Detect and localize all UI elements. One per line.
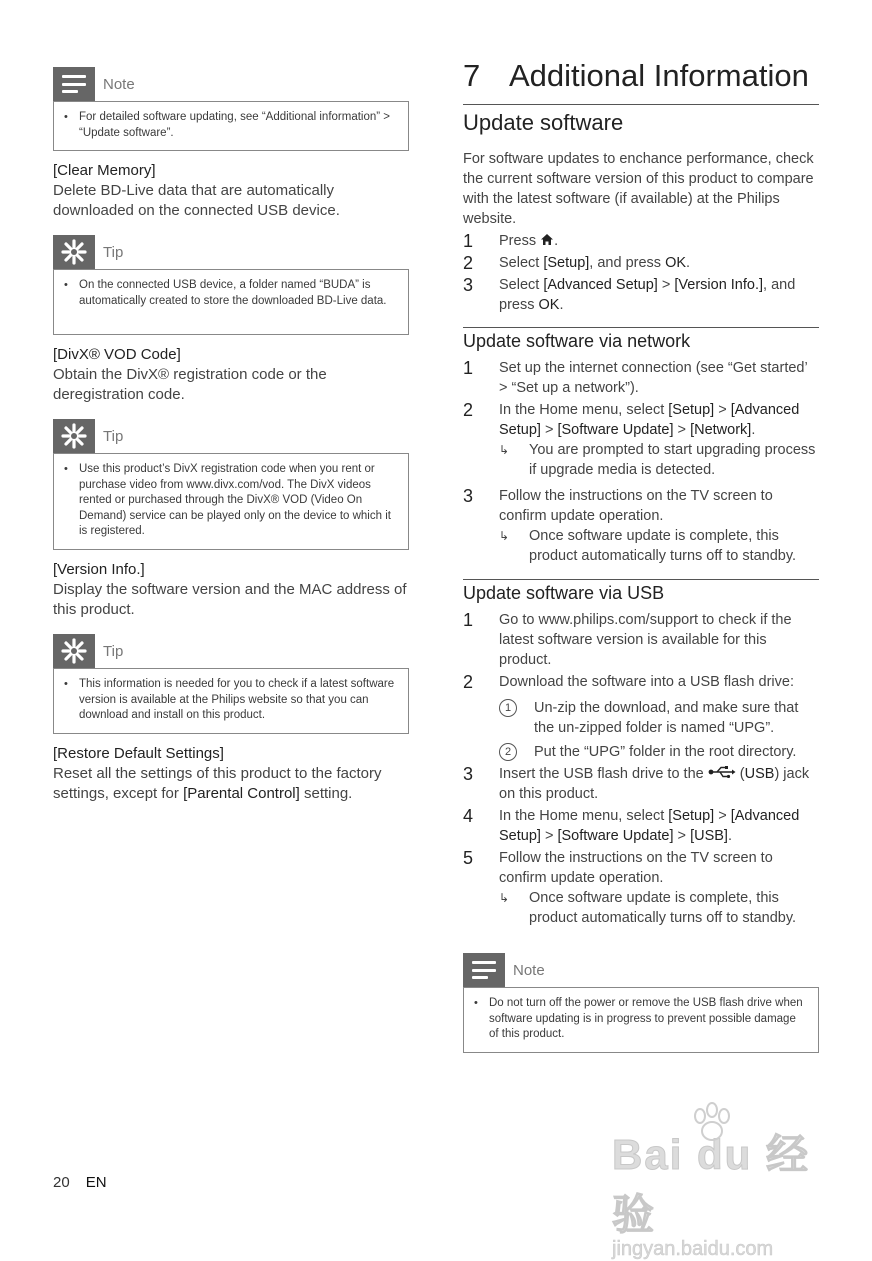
setting-version-info — [53, 560, 409, 620]
tip-label: Tip — [103, 427, 124, 445]
chapter-number: 7 — [463, 58, 481, 93]
tip-callout — [53, 634, 409, 734]
result-text: Once software update is complete, this product automatically turns off to standby. — [529, 528, 797, 564]
step-text: Follow the instructions on the TV screen to confirm update operation. — [499, 850, 773, 886]
step-number: 3 — [463, 486, 474, 506]
tip-text: On the connected USB device, a folder named “BUDA” is automatically created to store the downloaded BD-Live data. — [79, 279, 387, 307]
step-item: 1 Press . — [463, 231, 559, 251]
note-label: Note — [103, 75, 135, 93]
tip-callout — [53, 235, 409, 335]
setting-desc: Reset all the settings of this product to the factory settings, except for [Parental Control] setting. — [53, 765, 382, 802]
setting-title: [Clear Memory] — [53, 162, 156, 179]
step-number: 1 — [463, 231, 474, 251]
watermark-url: jingyan.baidu.com — [612, 1238, 774, 1260]
menu-keyword: [Version Info.] — [674, 277, 764, 293]
setting-desc: Display the software version and the MAC address of this product. — [53, 581, 407, 618]
divider — [463, 104, 819, 105]
result-item — [499, 526, 819, 566]
setting-desc: Delete BD-Live data that are automatically downloaded on the connected USB device. — [53, 182, 340, 219]
note-icon — [463, 953, 505, 987]
tip-box: • This information is needed for you to check if a latest software version is available at the Philips website so that you can download and install on this product. — [53, 668, 409, 734]
tip-icon — [53, 419, 95, 453]
step-number: 3 — [463, 764, 474, 784]
note-label: Note — [513, 961, 545, 979]
section-heading-update-software: Update software — [463, 110, 624, 135]
result-text: You are prompted to start upgrading process if upgrade media is detected. — [529, 442, 816, 478]
divider — [463, 579, 819, 580]
step-item: 2 In the Home menu, select [Setup] > [Advanced Setup] > [Software Update] > [Network]. — [463, 400, 800, 438]
menu-keyword: [Advanced Setup] — [543, 277, 658, 293]
tip-label: Tip — [103, 642, 124, 660]
sub-step-text: Un-zip the download, and make sure that the un-zipped folder is named “UPG”. — [534, 700, 799, 736]
step-item — [463, 672, 819, 692]
tip-label: Tip — [103, 243, 124, 261]
page-footer — [53, 1174, 107, 1191]
tip-box: • On the connected USB device, a folder named “BUDA” is automatically created to store the downloaded BD-Live data. — [53, 269, 409, 335]
chapter-title: Additional Information — [509, 58, 809, 93]
step-number: 1 — [463, 610, 474, 630]
step-number: 4 — [463, 806, 474, 826]
step-item — [463, 610, 819, 670]
ok-keyword: OK — [538, 297, 560, 313]
step-item — [463, 486, 819, 526]
home-icon — [540, 233, 554, 246]
baidu-watermark — [612, 1108, 822, 1260]
tip-icon — [53, 634, 95, 668]
setting-restore-defaults — [53, 744, 409, 804]
usb-keyword: USB — [744, 766, 775, 782]
result-text: Once software update is complete, this product automatically turns off to standby. — [529, 890, 797, 926]
setting-title: [Version Info.] — [53, 561, 145, 578]
section-heading-network: Update software via network — [463, 331, 691, 351]
divider — [463, 327, 819, 328]
sub-step-item — [499, 742, 819, 762]
step-number: 3 — [463, 275, 474, 295]
sub-step-item — [499, 698, 819, 738]
chapter-heading — [463, 58, 819, 94]
update-intro: For software updates to enchance performance, check the current software version of this product to compare with the latest software (if available) at the Philips website. — [463, 151, 814, 227]
sub-step-number: 2 — [499, 743, 517, 761]
step-number: 2 — [463, 253, 474, 273]
watermark-main-text: Bai du 经验 — [612, 1131, 811, 1238]
result-item — [499, 888, 819, 928]
step-text: Download the software into a USB flash drive: — [499, 674, 794, 690]
sub-step-number: 1 — [499, 699, 517, 717]
step-number: 5 — [463, 848, 474, 868]
step-number: 2 — [463, 672, 474, 692]
step-text: Set up the internet connection (see “Get started’ > “Set up a network”). — [499, 360, 808, 396]
tip-icon — [53, 235, 95, 269]
right-column — [463, 58, 819, 1053]
left-column — [53, 67, 409, 804]
step-item: 2 Select [Setup], and press OK. — [463, 253, 691, 273]
step-number: 1 — [463, 358, 474, 378]
sub-step-text: Put the “UPG” folder in the root directory. — [534, 744, 797, 760]
language-code: EN — [85, 1174, 107, 1191]
usb-icon — [708, 766, 736, 778]
setting-divx-vod — [53, 345, 409, 405]
section-heading-usb: Update software via USB — [463, 583, 665, 603]
step-item — [463, 358, 819, 398]
paw-icon — [690, 1102, 734, 1142]
note-text: Do not turn off the power or remove the USB flash drive when software updating is in progress to prevent possible damage of this product. — [489, 997, 803, 1040]
result-arrow-icon: ↳ — [499, 443, 510, 457]
result-arrow-icon: ↳ — [499, 529, 510, 543]
note-icon — [53, 67, 95, 101]
tip-callout — [53, 419, 409, 550]
note-text: For detailed software updating, see “Additional information” > “Update software”. — [79, 111, 390, 139]
setting-clear-memory — [53, 161, 409, 221]
note-box: • For detailed software updating, see “Additional information” > “Update software”. — [53, 101, 409, 151]
setting-title: [Restore Default Settings] — [53, 745, 224, 762]
parental-control-keyword: [Parental Control] — [183, 785, 300, 802]
step-text: Follow the instructions on the TV screen to confirm update operation. — [499, 488, 773, 524]
result-item — [499, 440, 819, 480]
result-arrow-icon: ↳ — [499, 891, 510, 905]
note-callout — [463, 953, 819, 1053]
step-number: 2 — [463, 400, 474, 420]
tip-text: This information is needed for you to check if a latest software version is available at the Philips website so that you can download and install on this product. — [79, 678, 395, 721]
menu-keyword: [Setup] — [543, 255, 590, 271]
setting-title: [DivX® VOD Code] — [53, 346, 181, 363]
note-box: • Do not turn off the power or remove the USB flash drive when software updating is in progress to prevent possible damage of this product. — [463, 987, 819, 1053]
step-item: 3 Select [Advanced Setup] > [Version Info.], and press OK. — [463, 275, 796, 313]
step-text: Go to www.philips.com/support to check if the latest software version is available for this product. — [499, 612, 792, 668]
tip-box: • Use this product’s DivX registration code when you rent or purchase video from www.divx.com/vod. The DivX videos rented or purchased through the DivX® VOD (Video On Demand) service can be played only on the device to which it is registered. — [53, 453, 409, 550]
note-callout — [53, 67, 409, 151]
ok-keyword: OK — [665, 255, 687, 271]
step-item: 4 In the Home menu, select [Setup] > [Advanced Setup] > [Software Update] > [USB]. — [463, 806, 800, 844]
page-number: 20 — [53, 1174, 70, 1191]
setting-desc: Obtain the DivX® registration code or the deregistration code. — [53, 366, 327, 403]
step-item — [463, 848, 819, 888]
tip-text: Use this product’s DivX registration code when you rent or purchase video from www.divx.com/vod. The DivX videos rented or purchased through the DivX® VOD (Video On Demand) service can be played only on the device to which it is registered. — [79, 463, 391, 537]
step-item: 3 Insert the USB flash drive to the (USB) jack on this product. — [463, 764, 810, 802]
